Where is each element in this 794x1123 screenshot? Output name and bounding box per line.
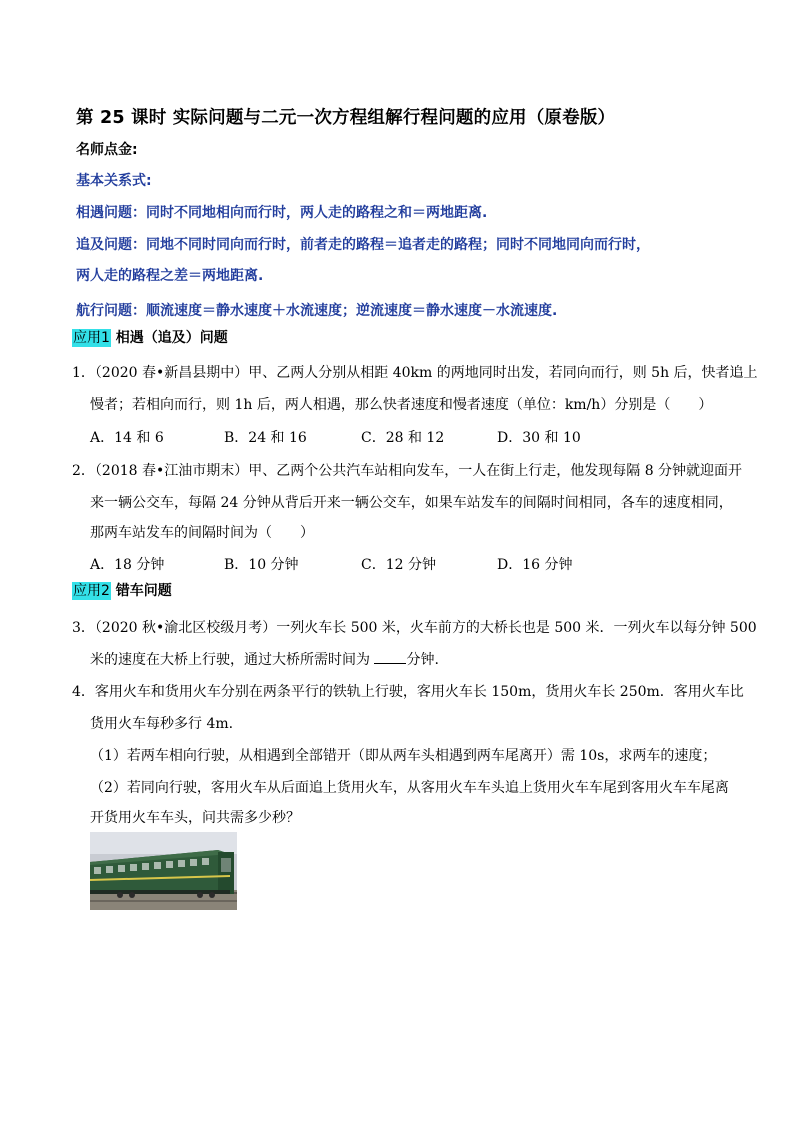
section-title: 相遇（追及）问题	[115, 330, 228, 346]
mentor-label: 名师点金:	[76, 142, 138, 158]
q4-line1: 4．客用火车和货用火车分别在两条平行的铁轨上行驶，客用火车长 150m，货用火车长 250m．客用火车比	[72, 684, 744, 700]
basics-meet: 相遇问题：同时不同地相向而行时，两人走的路程之和＝两地距离.	[76, 205, 488, 221]
q4-sub1: （1）若两车相向行驶，从相遇到全部错开（即从两车头相遇到两车尾离开）需 10s，求两车的速度；	[90, 748, 717, 764]
q2-option-a: A．18 分钟	[90, 557, 165, 573]
q2-line3: 那两车站发车的间隔时间为（ ）	[90, 525, 314, 541]
q2-option-d: D．16 分钟	[497, 557, 573, 573]
section-heading-1	[72, 327, 228, 347]
section-tag: 应用2	[73, 583, 110, 599]
q1-option-d: D．30 和 10	[497, 430, 581, 446]
q2-line2: 来一辆公交车，每隔 24 分钟从背后开来一辆公交车，如果车站发车的间隔时间相同，各车的速度相同，	[90, 495, 733, 511]
q1-option-a: A．14 和 6	[90, 430, 164, 446]
basics-sail: 航行问题：顺流速度＝静水速度＋水流速度；逆流速度＝静水速度－水流速度.	[76, 303, 558, 319]
section-title: 错车问题	[115, 583, 172, 599]
q3-line2: 米的速度在大桥上行驶，通过大桥所需时间为 分钟.	[90, 652, 439, 668]
q1-line1: 1．（2020 春•新昌县期中）甲、乙两人分别从相距 40km 的两地同时出发，若同向而行，则 5h 后，快者追上	[72, 365, 758, 381]
q4-sub2-line2: 开货用火车车头，问共需多少秒？	[90, 810, 300, 826]
page-title: 第 25 课时 实际问题与二元一次方程组解行程问题的应用（原卷版）	[76, 108, 616, 128]
answer-blank[interactable]	[374, 651, 406, 664]
train-image	[90, 832, 237, 910]
q1-option-c: C．28 和 12	[361, 430, 445, 446]
basics-heading: 基本关系式:	[76, 173, 152, 189]
basics-chase-line1: 追及问题：同地不同时同向而行时，前者走的路程＝追者走的路程；同时不同地同向而行时，	[76, 237, 650, 253]
q2-line1: 2．（2018 春•江油市期末）甲、乙两个公共汽车站相向发车，一人在街上行走，他发现每隔 8 分钟就迎面开	[72, 463, 743, 479]
q2-option-c: C．12 分钟	[361, 557, 436, 573]
basics-chase-line2: 两人走的路程之差＝两地距离.	[76, 268, 264, 284]
q2-option-b: B．10 分钟	[224, 557, 299, 573]
q4-line2: 货用火车每秒多行 4m.	[90, 716, 234, 732]
section-tag: 应用1	[73, 330, 110, 346]
q4-sub2-line1: （2）若同向行驶，客用火车从后面追上货用火车，从客用火车车头追上货用火车车尾到客用火车车尾离	[90, 780, 729, 796]
section-heading-2	[72, 580, 172, 600]
q1-option-b: B．24 和 16	[224, 430, 307, 446]
q3-line1: 3．（2020 秋•渝北区校级月考）一列火车长 500 米，火车前方的大桥长也是 500 米．一列火车以每分钟 500	[72, 620, 757, 636]
q1-line2: 慢者；若相向而行，则 1h 后，两人相遇，那么快者速度和慢者速度（单位：km/h）分别是（ ）	[90, 397, 713, 413]
